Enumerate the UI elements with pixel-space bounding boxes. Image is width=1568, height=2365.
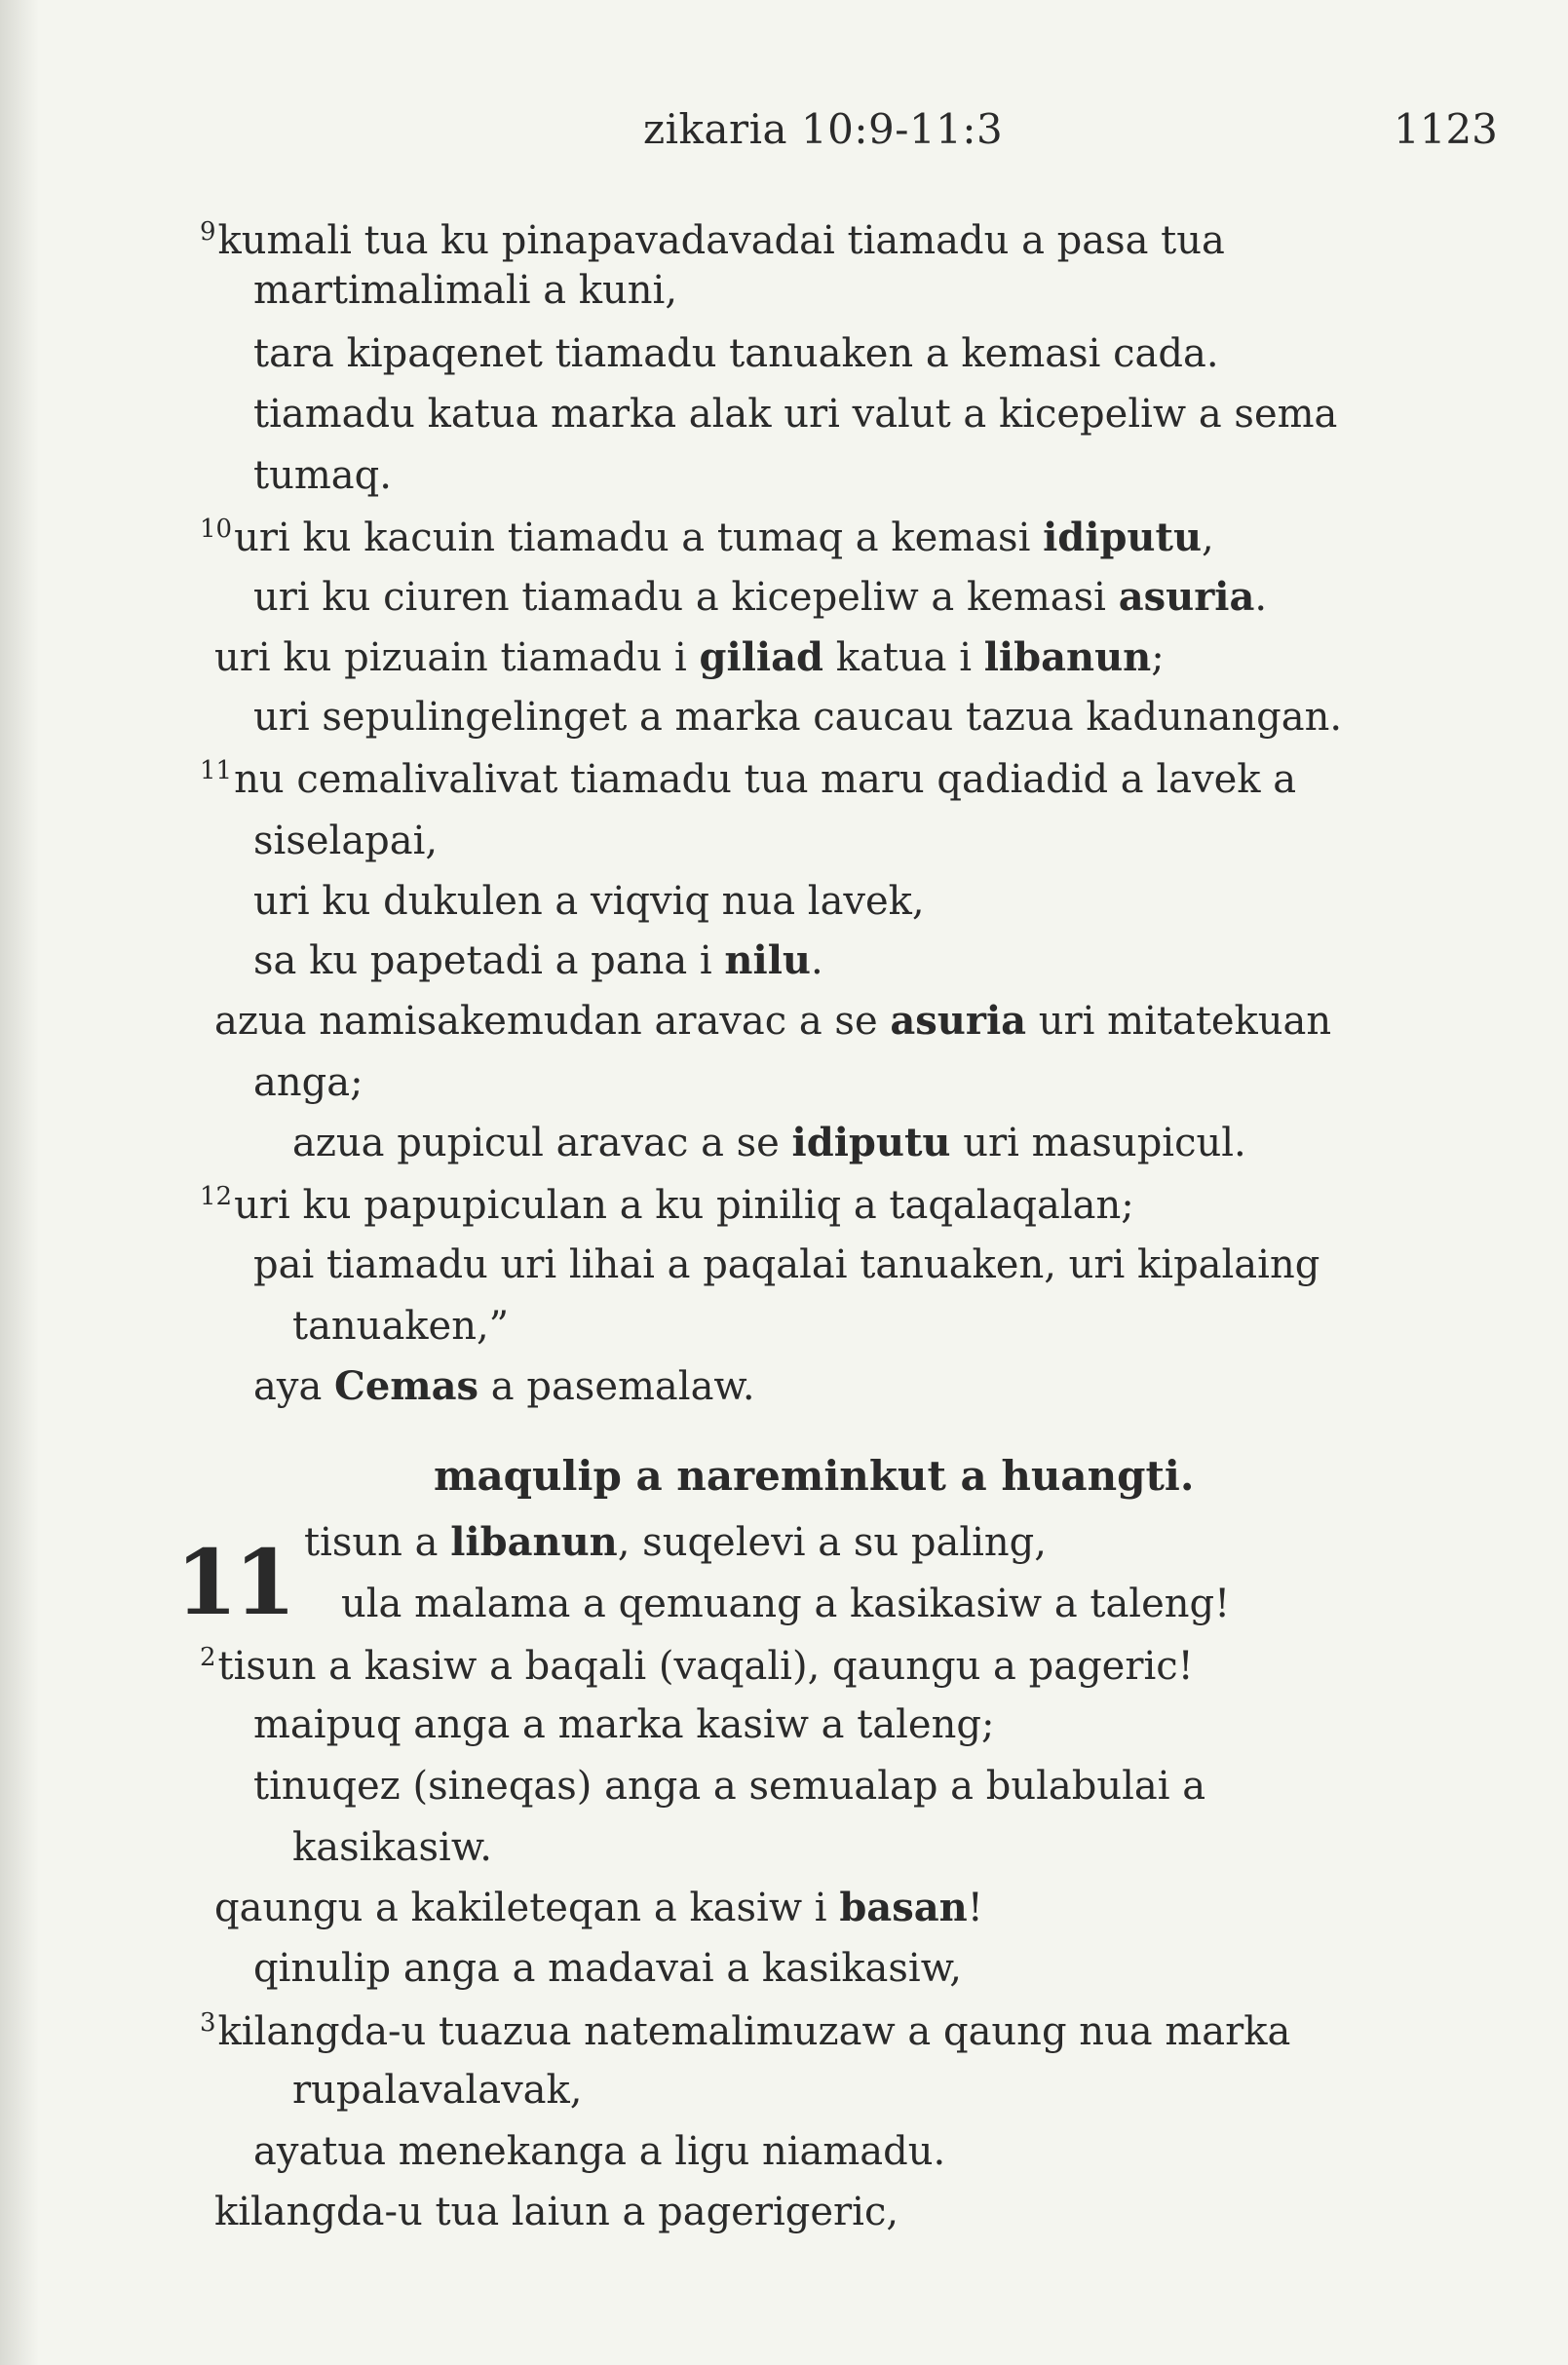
verse-line: tisun a libanun, suqelevi a su paling, [304, 1519, 1047, 1565]
verse-line: $^{10}$uri ku kacuin tiamadu a tumaq a kemasi idiputu, [200, 515, 1214, 560]
verse-text: kasikasiw. [292, 1825, 493, 1870]
verse-text: pai tiamadu uri lihai a paqalai tanuaken, uri kipalaing [253, 1242, 1320, 1287]
verse-line [253, 1702, 995, 1747]
verse-line [253, 1242, 1320, 1287]
verse-text: rupalavalavak, [292, 2068, 583, 2113]
verse-text: tiamadu katua marka alak uri valut a kicepeliw a sema [253, 392, 1338, 437]
verse-line [292, 1825, 493, 1870]
verse-text: kumali tua ku pinapavadavadai tiamadu a pasa tua [217, 218, 1225, 263]
verse-line [253, 2129, 946, 2174]
verse-line [253, 331, 1219, 376]
verse-text: maipuq anga a marka kasiw a taleng; [253, 1702, 995, 1747]
place-name: idiputu [791, 1120, 951, 1165]
verse-text: martimalimali a kuni, [253, 268, 678, 313]
place-name: idiputu [1043, 515, 1203, 560]
verse-line [200, 1182, 1134, 1228]
verse-line [253, 1764, 1206, 1809]
verse-line: azua namisakemudan aravac a se asuria uri mitatekuan [214, 998, 1332, 1044]
verse-text: qinulip anga a madavai a kasikasiw, [253, 1946, 962, 1991]
verse-line [341, 1582, 1231, 1626]
verse-line: uri ku pizuain tiamadu i giliad katua i libanun; [214, 634, 1165, 680]
verse-text: kilangda-u tua laiun a pagerigeric, [214, 2190, 899, 2234]
binding-shadow [0, 0, 39, 2365]
verse-text: uri sepulingelinget a marka caucau tazua kadunangan. [253, 695, 1343, 740]
place-name: asuria [890, 998, 1027, 1044]
place-name: giliad [699, 634, 823, 680]
place-name: asuria [1118, 574, 1255, 620]
verse-line [253, 1060, 363, 1105]
verse-text: tumaq. [253, 453, 392, 498]
page-number: 1123 [1394, 105, 1498, 153]
verse-text: kilangda-u tuazua natemalimuzaw a qaung nua marka [217, 2009, 1291, 2054]
verse-number: 9 [200, 217, 216, 247]
verse-text: anga; [253, 1060, 363, 1105]
verse-number: 10 [200, 515, 233, 544]
verse-line [292, 2068, 583, 2113]
verse-line [214, 2190, 899, 2234]
verse-line [253, 392, 1338, 437]
verse-text: ayatua menekanga a ligu niamadu. [253, 2129, 946, 2174]
place-name: libanun [450, 1519, 618, 1565]
verse-number: 2 [200, 1643, 216, 1672]
verse-line [200, 1643, 1194, 1689]
verse-text: uri ku dukulen a viqviq nua lavek, [253, 879, 925, 924]
place-name: basan [839, 1885, 968, 1930]
divine-name: Cemas [334, 1363, 479, 1409]
chapter-number: 11 [175, 1530, 293, 1635]
verse-text: nu cemalivalivat tiamadu tua maru qadiadid a lavek a [234, 757, 1297, 802]
verse-line: aya Cemas a pasemalaw. [253, 1363, 755, 1409]
verse-text: siselapai, [253, 819, 439, 863]
verse-text: tisun a kasiw a baqali (vaqali), qaungu a pageric! [217, 1644, 1194, 1689]
page-header [0, 105, 1568, 164]
verse-text: tanuaken,” [292, 1304, 510, 1349]
place-name: libanun [983, 634, 1152, 680]
verse-line [253, 819, 439, 863]
verse-line [253, 268, 678, 313]
verse-line [253, 695, 1343, 740]
verse-line [253, 1946, 962, 1991]
verse-line [200, 217, 1225, 263]
verse-text: uri ku papupiculan a ku piniliq a taqalaqalan; [234, 1183, 1134, 1228]
verse-line: qaungu a kakileteqan a kasiw i basan! [214, 1885, 983, 1930]
verse-line [292, 1304, 510, 1349]
verse-line [200, 2008, 1291, 2054]
verse-line [253, 879, 925, 924]
verse-line: azua pupicul aravac a se idiputu uri masupicul. [292, 1120, 1246, 1165]
verse-text: tara kipaqenet tiamadu tanuaken a kemasi cada. [253, 331, 1219, 376]
verse-number: 11 [200, 756, 233, 785]
verse-number: 12 [200, 1182, 233, 1211]
verse-number: 3 [200, 2008, 216, 2038]
verse-line: uri ku ciuren tiamadu a kicepeliw a kemasi asuria. [253, 574, 1268, 620]
section-title: maqulip a nareminkut a huangti. [434, 1452, 1195, 1500]
verse-line: sa ku papetadi a pana i nilu. [253, 937, 823, 983]
verse-line [200, 756, 1297, 802]
verse-line [253, 453, 392, 498]
running-head: zikaria 10:9-11:3 [643, 105, 1004, 153]
verse-text: tinuqez (sineqas) anga a semualap a bulabulai a [253, 1764, 1206, 1809]
verse-text: ula malama a qemuang a kasikasiw a taleng! [341, 1582, 1231, 1626]
place-name: nilu [724, 937, 811, 983]
